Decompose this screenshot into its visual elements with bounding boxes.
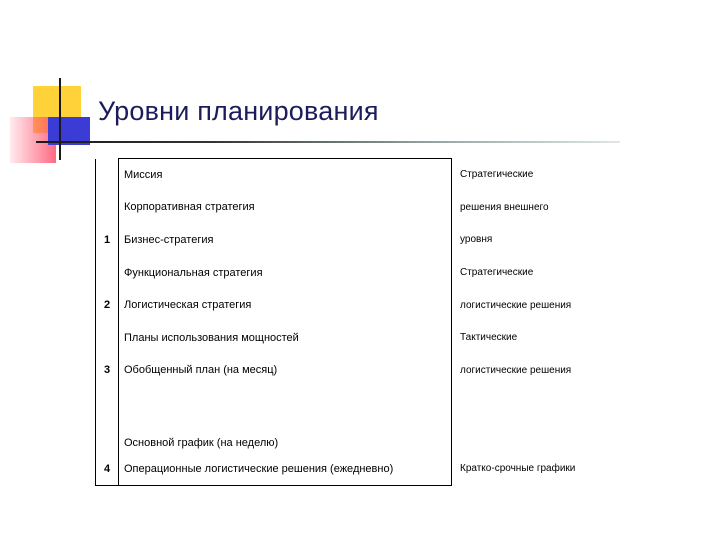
table-row (96, 354, 614, 387)
level-label: Корпоративная стратегия (119, 191, 452, 224)
level-label: Бизнес-стратегия (119, 224, 452, 257)
row-number (96, 191, 119, 224)
level-category: логистические решения (460, 299, 572, 311)
row-number: 3 (96, 354, 119, 387)
level-category: Стратегические (460, 267, 534, 279)
level-label: Основной график (на неделю) (119, 387, 452, 453)
row-number (96, 321, 119, 354)
row-number: 2 (96, 289, 119, 322)
slide-title: Уровни планирования (98, 96, 379, 126)
level-category: логистические решения (460, 364, 572, 376)
level-label: Операционные логистические решения (ежедневно) (119, 453, 452, 486)
level-category: решения внешнего (460, 201, 549, 213)
level-category: Стратегические (460, 169, 534, 181)
table-row (96, 321, 614, 354)
table-row (96, 191, 614, 224)
planning-levels-table (95, 158, 614, 486)
row-number (96, 387, 119, 453)
level-label: Логистическая стратегия (119, 289, 452, 322)
row-number (96, 159, 119, 192)
level-category: Кратко-срочные графики (460, 463, 576, 475)
table-row (96, 289, 614, 322)
level-category (452, 387, 614, 453)
table-row (96, 256, 614, 289)
table-row (96, 387, 614, 453)
level-category: уровня (460, 234, 493, 246)
row-number: 1 (96, 224, 119, 257)
level-label: Миссия (119, 159, 452, 192)
level-category: Тактические (460, 332, 518, 344)
level-label: Функциональная стратегия (119, 256, 452, 289)
table-row (96, 224, 614, 257)
decor-vertical-line (59, 78, 61, 160)
decor-horizontal-line (36, 141, 620, 143)
table-row (96, 453, 614, 486)
level-label: Обобщенный план (на месяц) (119, 354, 452, 387)
table-row (96, 159, 614, 192)
row-number (96, 256, 119, 289)
level-label: Планы использования мощностей (119, 321, 452, 354)
row-number: 4 (96, 453, 119, 486)
